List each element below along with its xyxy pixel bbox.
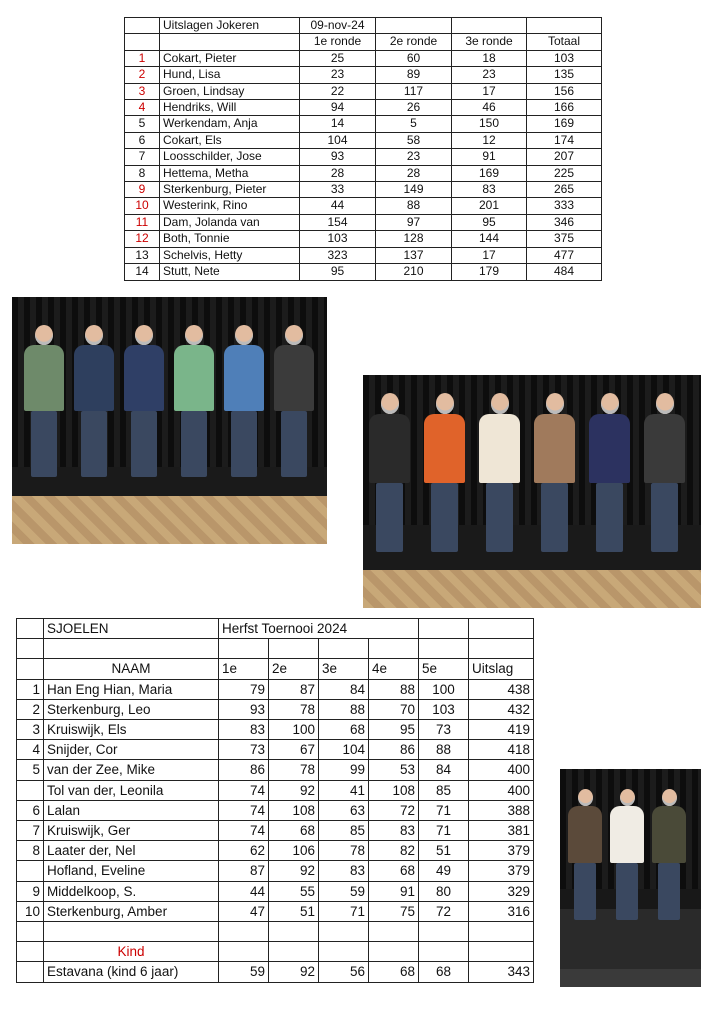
round-2-score: 92 <box>269 780 319 800</box>
round-5-score: 80 <box>419 881 469 901</box>
rank-cell <box>17 780 44 800</box>
rank-cell: 6 <box>125 132 160 148</box>
round-1-score: 104 <box>300 132 376 148</box>
round-1-score: 25 <box>300 50 376 66</box>
round-4-score: 91 <box>369 881 419 901</box>
player-name: Cokart, Pieter <box>160 50 300 66</box>
column-headers-row <box>17 659 534 679</box>
sjoelen-results-table <box>16 618 534 983</box>
round-4-score: 68 <box>369 962 419 982</box>
table-row <box>17 800 534 820</box>
table-date: 09-nov-24 <box>300 18 376 34</box>
column-header: Uitslag <box>469 659 534 679</box>
player-name: Both, Tonnie <box>160 231 300 247</box>
round-3-score: 88 <box>319 699 369 719</box>
rank-cell: 7 <box>125 149 160 165</box>
table-row <box>125 100 602 116</box>
round-2-score: 58 <box>376 132 452 148</box>
player-name: Estavana (kind 6 jaar) <box>44 962 219 982</box>
round-1-score: 83 <box>219 720 269 740</box>
table-header-row <box>125 18 602 34</box>
player-name: Han Eng Hian, Maria <box>44 679 219 699</box>
round-3-score: 83 <box>452 182 527 198</box>
rank-cell: 8 <box>125 165 160 181</box>
round-5-score: 100 <box>419 679 469 699</box>
total-score: 169 <box>527 116 602 132</box>
result-score: 343 <box>469 962 534 982</box>
round-2-score: 87 <box>269 679 319 699</box>
round-3-score: 63 <box>319 800 369 820</box>
round-3-score: 17 <box>452 83 527 99</box>
round-3-score: 169 <box>452 165 527 181</box>
round-3-score: 84 <box>319 679 369 699</box>
round-5-score: 68 <box>419 962 469 982</box>
table-row <box>17 720 534 740</box>
result-score: 418 <box>469 740 534 760</box>
round-1-score: 86 <box>219 760 269 780</box>
empty-row <box>17 922 534 942</box>
round-4-score: 68 <box>369 861 419 881</box>
total-score: 135 <box>527 67 602 83</box>
round-2-score: 78 <box>269 760 319 780</box>
round-4-score: 70 <box>369 699 419 719</box>
table-row <box>125 116 602 132</box>
rank-cell: 14 <box>125 264 160 280</box>
round-3-score: 144 <box>452 231 527 247</box>
round-3-score: 23 <box>452 67 527 83</box>
player-name: Sterkenburg, Amber <box>44 901 219 921</box>
round-3-score: 71 <box>319 901 369 921</box>
round-4-score: 83 <box>369 821 419 841</box>
jokeren-results-table <box>124 17 602 281</box>
round-3-score: 41 <box>319 780 369 800</box>
round-1-score: 47 <box>219 901 269 921</box>
round-3-score: 99 <box>319 760 369 780</box>
player-name: Hendriks, Will <box>160 100 300 116</box>
result-score: 316 <box>469 901 534 921</box>
table-row <box>125 67 602 83</box>
total-score: 103 <box>527 50 602 66</box>
rank-cell: 3 <box>125 83 160 99</box>
table-row <box>17 740 534 760</box>
round-2-score: 97 <box>376 214 452 230</box>
player-name: Stutt, Nete <box>160 264 300 280</box>
total-score: 484 <box>527 264 602 280</box>
round-1-score: 323 <box>300 247 376 263</box>
round-1-score: 74 <box>219 821 269 841</box>
total-score: 166 <box>527 100 602 116</box>
round-1-score: 95 <box>300 264 376 280</box>
round-3-score: 17 <box>452 247 527 263</box>
round-5-score: 84 <box>419 760 469 780</box>
round-1-score: 87 <box>219 861 269 881</box>
round-3-score: 59 <box>319 881 369 901</box>
rank-cell <box>17 861 44 881</box>
round-3-score: 78 <box>319 841 369 861</box>
round-3-score: 95 <box>452 214 527 230</box>
rank-cell: 11 <box>125 214 160 230</box>
total-score: 375 <box>527 231 602 247</box>
result-score: 432 <box>469 699 534 719</box>
round-2-score: 51 <box>269 901 319 921</box>
column-header: 2e ronde <box>376 34 452 50</box>
table-row <box>17 841 534 861</box>
total-score: 174 <box>527 132 602 148</box>
rank-cell: 9 <box>17 881 44 901</box>
table-subtitle: Herfst Toernooi 2024 <box>219 619 419 639</box>
table-row <box>125 182 602 198</box>
round-4-score: 95 <box>369 720 419 740</box>
round-1-score: 44 <box>300 198 376 214</box>
round-2-score: 137 <box>376 247 452 263</box>
round-1-score: 79 <box>219 679 269 699</box>
round-4-score: 88 <box>369 679 419 699</box>
group-photo-right <box>363 375 701 608</box>
table-title: SJOELEN <box>44 619 219 639</box>
column-header: NAAM <box>44 659 219 679</box>
round-4-score: 72 <box>369 800 419 820</box>
round-2-score: 92 <box>269 861 319 881</box>
player-name: Hofland, Eveline <box>44 861 219 881</box>
total-score: 346 <box>527 214 602 230</box>
round-2-score: 128 <box>376 231 452 247</box>
column-header: 5e <box>419 659 469 679</box>
round-5-score: 73 <box>419 720 469 740</box>
total-score: 225 <box>527 165 602 181</box>
round-1-score: 62 <box>219 841 269 861</box>
column-header: 2e <box>269 659 319 679</box>
round-1-score: 73 <box>219 740 269 760</box>
round-2-score: 89 <box>376 67 452 83</box>
rank-cell: 2 <box>17 699 44 719</box>
round-3-score: 68 <box>319 720 369 740</box>
total-score: 333 <box>527 198 602 214</box>
player-name: Westerink, Rino <box>160 198 300 214</box>
column-header: 3e ronde <box>452 34 527 50</box>
round-1-score: 44 <box>219 881 269 901</box>
round-2-score: 68 <box>269 821 319 841</box>
round-1-score: 93 <box>219 699 269 719</box>
result-score: 388 <box>469 800 534 820</box>
table-row <box>125 198 602 214</box>
player-name: Kruiswijk, Ger <box>44 821 219 841</box>
round-5-score: 49 <box>419 861 469 881</box>
rank-cell: 6 <box>17 800 44 820</box>
total-score: 265 <box>527 182 602 198</box>
round-2-score: 106 <box>269 841 319 861</box>
player-name: Hettema, Metha <box>160 165 300 181</box>
column-headers-row <box>125 34 602 50</box>
round-3-score: 12 <box>452 132 527 148</box>
rank-cell: 4 <box>17 740 44 760</box>
round-3-score: 18 <box>452 50 527 66</box>
round-3-score: 56 <box>319 962 369 982</box>
round-3-score: 83 <box>319 861 369 881</box>
table-row <box>125 247 602 263</box>
rank-cell: 1 <box>17 679 44 699</box>
round-5-score: 71 <box>419 800 469 820</box>
table-title: Uitslagen Jokeren <box>160 18 300 34</box>
table-row <box>17 821 534 841</box>
table-row <box>125 50 602 66</box>
round-1-score: 103 <box>300 231 376 247</box>
rank-cell <box>17 962 44 982</box>
round-2-score: 78 <box>269 699 319 719</box>
round-2-score: 88 <box>376 198 452 214</box>
round-2-score: 92 <box>269 962 319 982</box>
total-score: 156 <box>527 83 602 99</box>
rank-cell: 3 <box>17 720 44 740</box>
round-1-score: 59 <box>219 962 269 982</box>
round-2-score: 26 <box>376 100 452 116</box>
round-3-score: 201 <box>452 198 527 214</box>
player-name: Sterkenburg, Pieter <box>160 182 300 198</box>
round-2-score: 60 <box>376 50 452 66</box>
round-3-score: 104 <box>319 740 369 760</box>
round-3-score: 150 <box>452 116 527 132</box>
round-5-score: 51 <box>419 841 469 861</box>
rank-cell: 5 <box>17 760 44 780</box>
total-score: 477 <box>527 247 602 263</box>
round-5-score: 85 <box>419 780 469 800</box>
player-name: Hund, Lisa <box>160 67 300 83</box>
column-header: 1e <box>219 659 269 679</box>
player-name: Kruiswijk, Els <box>44 720 219 740</box>
player-name: Dam, Jolanda van <box>160 214 300 230</box>
rank-cell: 10 <box>125 198 160 214</box>
table-title-row <box>17 619 534 639</box>
empty-row <box>17 639 534 659</box>
round-5-score: 103 <box>419 699 469 719</box>
player-name: Tol van der, Leonila <box>44 780 219 800</box>
round-2-score: 67 <box>269 740 319 760</box>
rank-cell: 13 <box>125 247 160 263</box>
player-name: Laater der, Nel <box>44 841 219 861</box>
result-score: 400 <box>469 760 534 780</box>
round-4-score: 53 <box>369 760 419 780</box>
rank-cell: 5 <box>125 116 160 132</box>
round-2-score: 117 <box>376 83 452 99</box>
round-2-score: 23 <box>376 149 452 165</box>
round-4-score: 108 <box>369 780 419 800</box>
table-row <box>17 760 534 780</box>
kind-label-row <box>17 942 534 962</box>
result-score: 381 <box>469 821 534 841</box>
rank-cell: 4 <box>125 100 160 116</box>
round-1-score: 74 <box>219 780 269 800</box>
column-header: Totaal <box>527 34 602 50</box>
round-4-score: 86 <box>369 740 419 760</box>
player-name: Middelkoop, S. <box>44 881 219 901</box>
result-score: 419 <box>469 720 534 740</box>
kind-label: Kind <box>44 942 219 962</box>
result-score: 329 <box>469 881 534 901</box>
result-score: 438 <box>469 679 534 699</box>
rank-cell: 8 <box>17 841 44 861</box>
round-1-score: 23 <box>300 67 376 83</box>
round-2-score: 100 <box>269 720 319 740</box>
table-row <box>125 165 602 181</box>
rank-cell: 9 <box>125 182 160 198</box>
round-1-score: 14 <box>300 116 376 132</box>
round-5-score: 88 <box>419 740 469 760</box>
player-name: Werkendam, Anja <box>160 116 300 132</box>
result-score: 379 <box>469 841 534 861</box>
table-row <box>125 264 602 280</box>
rank-cell: 7 <box>17 821 44 841</box>
table-row <box>17 780 534 800</box>
round-1-score: 93 <box>300 149 376 165</box>
total-score: 207 <box>527 149 602 165</box>
rank-cell: 1 <box>125 50 160 66</box>
table-row <box>125 231 602 247</box>
round-2-score: 5 <box>376 116 452 132</box>
table-row <box>17 699 534 719</box>
table-row <box>17 962 534 982</box>
table-row <box>17 881 534 901</box>
column-header: 4e <box>369 659 419 679</box>
rank-cell: 2 <box>125 67 160 83</box>
player-name: Groen, Lindsay <box>160 83 300 99</box>
result-score: 379 <box>469 861 534 881</box>
column-header: 3e <box>319 659 369 679</box>
round-2-score: 149 <box>376 182 452 198</box>
player-name: Cokart, Els <box>160 132 300 148</box>
round-3-score: 179 <box>452 264 527 280</box>
table-row <box>17 679 534 699</box>
round-1-score: 28 <box>300 165 376 181</box>
table-row <box>17 901 534 921</box>
table-row <box>125 214 602 230</box>
round-3-score: 91 <box>452 149 527 165</box>
round-2-score: 28 <box>376 165 452 181</box>
result-score: 400 <box>469 780 534 800</box>
table-row <box>125 132 602 148</box>
round-2-score: 55 <box>269 881 319 901</box>
round-1-score: 74 <box>219 800 269 820</box>
round-1-score: 94 <box>300 100 376 116</box>
round-5-score: 72 <box>419 901 469 921</box>
rank-cell: 10 <box>17 901 44 921</box>
table-row <box>125 149 602 165</box>
table-row <box>125 83 602 99</box>
player-name: van der Zee, Mike <box>44 760 219 780</box>
player-name: Loosschilder, Jose <box>160 149 300 165</box>
round-3-score: 85 <box>319 821 369 841</box>
player-name: Schelvis, Hetty <box>160 247 300 263</box>
round-1-score: 33 <box>300 182 376 198</box>
round-5-score: 71 <box>419 821 469 841</box>
table-row <box>17 861 534 881</box>
column-header: 1e ronde <box>300 34 376 50</box>
photo-small-group <box>560 769 701 987</box>
group-photo-left <box>12 297 327 544</box>
round-1-score: 22 <box>300 83 376 99</box>
round-2-score: 108 <box>269 800 319 820</box>
player-name: Snijder, Cor <box>44 740 219 760</box>
player-name: Lalan <box>44 800 219 820</box>
rank-cell: 12 <box>125 231 160 247</box>
round-3-score: 46 <box>452 100 527 116</box>
round-2-score: 210 <box>376 264 452 280</box>
round-1-score: 154 <box>300 214 376 230</box>
round-4-score: 75 <box>369 901 419 921</box>
player-name: Sterkenburg, Leo <box>44 699 219 719</box>
round-4-score: 82 <box>369 841 419 861</box>
